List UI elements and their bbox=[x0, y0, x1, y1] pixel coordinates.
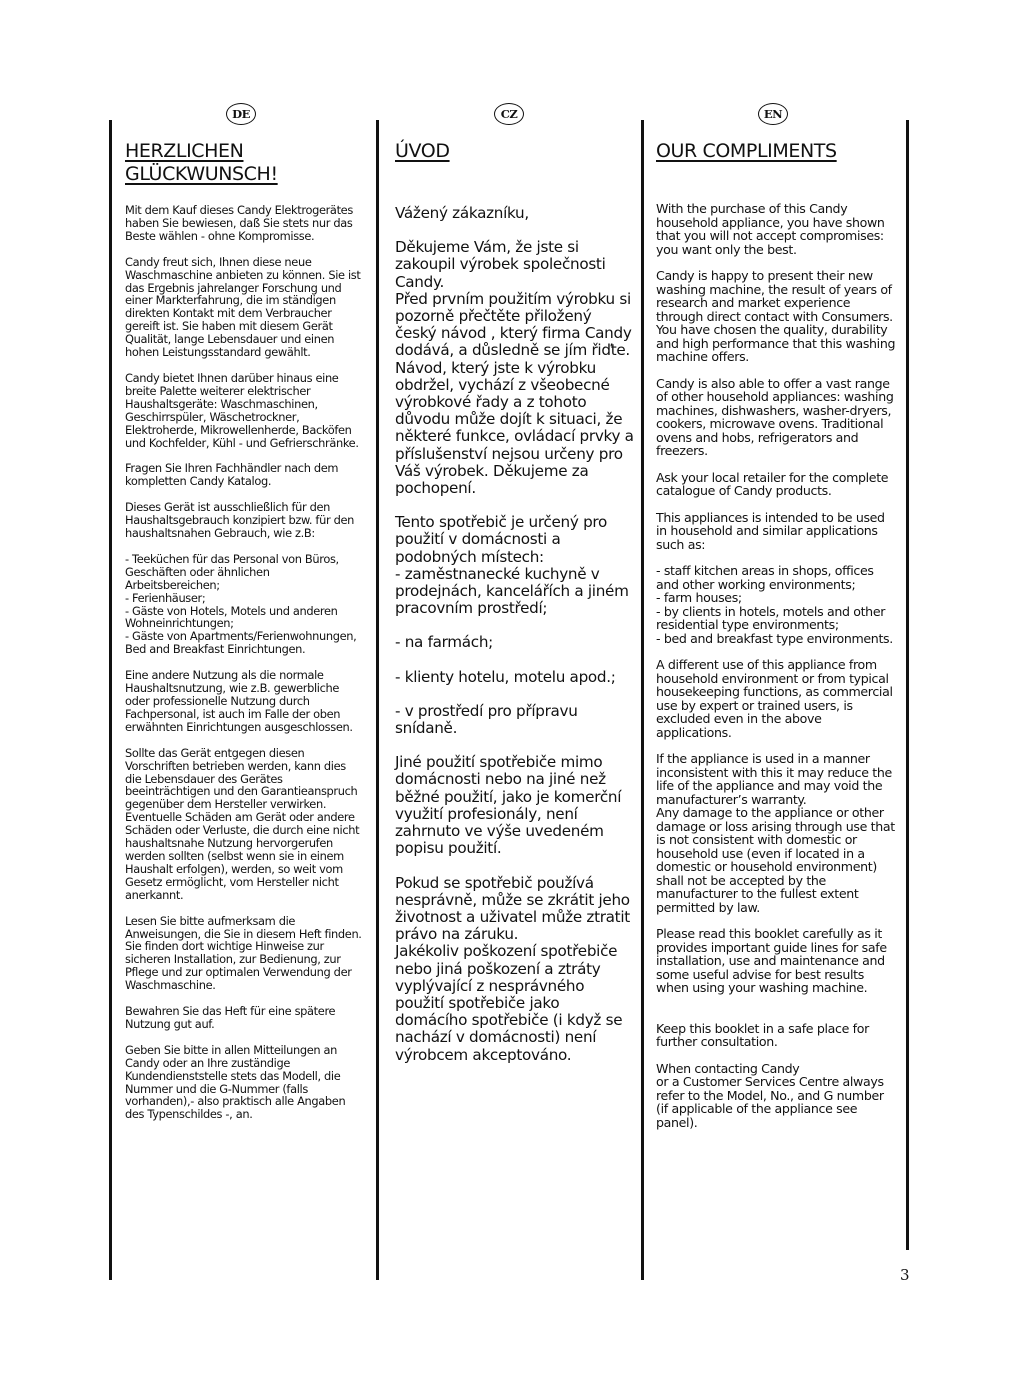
german-body bbox=[125, 204, 365, 1121]
column-rule-en bbox=[641, 120, 644, 1280]
german-title: HERZLICHEN GLÜCKWUNSCH! bbox=[125, 140, 278, 185]
english-paragraph: This appliances is intended to be used in household and similar applications such as: bbox=[656, 509, 885, 552]
language-badge-en: EN bbox=[758, 103, 788, 125]
english-paragraph: Please read this booklet carefully as it provides important guide lines for safe installation, use and maintenance and some useful advise for best results when using your washing machine. bbox=[656, 926, 887, 995]
page-number: 3 bbox=[900, 1266, 910, 1284]
czech-title: ÚVOD bbox=[395, 140, 450, 162]
english-paragraph: With the purchase of this Candy household appliance, you have shown that you will not accept compromises: you want only the best. bbox=[656, 201, 885, 257]
english-paragraph: If the appliance is used in a manner inconsistent with this it may reduce the life of the appliance and may void the manufacturer’s warranty. Any damage to the appliance or other damage or loss arising through use that is not consistent with domestic or household use (even if located in a domestic or household environment) shall not be accepted by the manufacturer to the fullest extent permitted by law. bbox=[656, 751, 895, 915]
german-paragraph: Candy bietet Ihnen darüber hinaus eine breite Palette weiterer elektrischer Haushaltsgeräte: Waschmaschinen, Geschirrspüler, Wäschetrockner, Elektroherde, Mikrowellenherde, Backöfen und Kochfelder, Kühl - und Gefrierschränke. bbox=[125, 370, 359, 450]
column-rule-right bbox=[906, 120, 909, 1250]
german-paragraph: Geben Sie bitte in allen Mitteilungen an Candy oder an Ihre zuständige Kundendienststelle stets das Modell, die Nummer und die G-Nummer (falls vorhanden),- also praktisch alle Angaben des Typenschildes -, an. bbox=[125, 1042, 346, 1122]
column-english bbox=[656, 140, 896, 1142]
czech-paragraph: Vážený zákazníku, bbox=[395, 204, 529, 222]
column-czech bbox=[395, 140, 635, 1081]
czech-paragraph: - na farmách; bbox=[395, 633, 493, 652]
german-paragraph: Candy freut sich, Ihnen diese neue Waschmaschine anbieten zu können. Sie ist das Ergebnis jahrelanger Forschung und einer Markterfahrung, die im ständigen direkten Kontakt mit dem Verbraucher gereift ist. Sie haben mit diesem Gerät Qualität, lange Lebensdauer und einen hohen Leistungsstandard gewählt. bbox=[125, 254, 361, 360]
german-paragraph: Fragen Sie Ihren Fachhändler nach dem kompletten Candy Katalog. bbox=[125, 461, 339, 489]
english-paragraph: A different use of this appliance from household environment or from typical housekeeping functions, as commercial use by expert or trained users, is excluded even in the above applications. bbox=[656, 657, 893, 740]
czech-body bbox=[395, 205, 635, 1064]
czech-paragraph: Jiné použití spotřebiče mimo domácnosti nebo na jiné než běžné použití, jako je komerční využití profesionály, není zahrnuto ve výše uvedeném popisu použití. bbox=[395, 753, 622, 858]
english-paragraph: Keep this booklet in a safe place for further consultation. bbox=[656, 1020, 869, 1049]
czech-paragraph: Pokud se spotřebič používá nesprávně, může se zkrátit jeho životnost a uživatel může ztratit právo na záruku. Jakékoliv poškození spotřebiče nebo jiná poškození a ztráty vyplývající z nesprávného použití spotřebiče jako domácího spotřebiče (i když se nachází v domácnosti) není výrobcem akceptováno. bbox=[395, 873, 630, 1064]
german-paragraph: Eine andere Nutzung als die normale Haushaltsnutzung, wie z.B. gewerbliche oder professionelle Nutzung durch Fachpersonal, ist auch im Falle der oben erwähnten Einrichtungen ausgeschlossen. bbox=[125, 668, 353, 734]
german-paragraph: Sollte das Gerät entgegen diesen Vorschriften betrieben werden, kann dies die Lebensdauer des Gerätes beeinträchtigen und den Garantieanspruch gegenüber dem Hersteller verwirken. Eventuelle Schäden am Gerät oder andere Schäden oder Verluste, die durch eine nicht haushaltsnahe Nutzung hervorgerufen werden sollten (selbst wenn sie in einem Haushalt erfolgen), werden, so weit vom Gesetz ermöglicht, vom Hersteller nicht anerkannt. bbox=[125, 745, 360, 902]
language-badge-cz: CZ bbox=[494, 103, 524, 125]
language-badge-de: DE bbox=[226, 103, 256, 125]
column-rule-cz bbox=[376, 120, 379, 1280]
english-body bbox=[656, 202, 896, 1129]
czech-paragraph: - v prostředí pro přípravu snídaně. bbox=[395, 701, 578, 738]
german-paragraph: Lesen Sie bitte aufmerksam die Anweisungen, die Sie in diesem Heft finden. Sie finden dort wichtige Hinweise zur sicheren Installation, zur Bedienung, zur Pflege und zur optimalen Verwendung der Waschmaschine. bbox=[125, 913, 362, 993]
german-paragraph: Dieses Gerät ist ausschließlich für den Haushaltsgebrauch konzipiert bzw. für den haushaltsnahen Gebrauch, wie z.B: bbox=[125, 500, 354, 541]
german-paragraph: Mit dem Kauf dieses Candy Elektrogerätes haben Sie bewiesen, daß Sie stets nur das Beste wählen - ohne Kompromisse. bbox=[125, 203, 353, 243]
column-german bbox=[125, 140, 365, 1134]
english-paragraph: Candy is also able to offer a vast range of other household appliances: washing machines, dishwashers, washer-dryers, cookers, microwave ovens. Traditional ovens and hobs, refrigerators and freezers. bbox=[656, 375, 894, 458]
english-paragraph: When contacting Candy or a Customer Services Centre always refer to the Model, No., and G number (if applicable of the appliance see panel). bbox=[656, 1060, 884, 1130]
german-paragraph: Bewahren Sie das Heft für eine spätere Nutzung gut auf. bbox=[125, 1004, 336, 1031]
czech-paragraph: Tento spotřebič je určený pro použití v domácnosti a podobných místech: - zaměstnanecké kuchyně v prodejnách, kancelářích a jiném pracovním prostředí; bbox=[395, 513, 629, 618]
german-paragraph: - Teeküchen für das Personal von Büros, Geschäften oder ähnlichen Arbeitsbereichen; - Ferienhäuser; - Gäste von Hotels, Motels und anderen Wohneinrichtungen; - Gäste von Apartments/Ferienwohnungen, Bed and Breakfast Einrichtungen. bbox=[125, 551, 357, 657]
english-title: OUR COMPLIMENTS bbox=[656, 140, 837, 162]
czech-paragraph: - klienty hotelu, motelu apod.; bbox=[395, 667, 616, 686]
english-paragraph: Ask your local retailer for the complete catalogue of Candy products. bbox=[656, 469, 889, 498]
czech-paragraph: Děkujeme Vám, že jste si zakoupil výrobek společnosti Candy. Před prvním použitím výrobku si pozorně přečtěte přiložený český návod , který firma Candy dodává, a důsledně se jím řiďte. Návod, který jste k výrobku obdržel, vychází z všeobecné výrobkové řady a z tohoto důvodu může dojít k situaci, že některé funkce, ovládací prvky a příslušenství nejsou určeny pro Váš výrobek. Děkujeme za pochopení. bbox=[395, 238, 634, 498]
english-paragraph: Candy is happy to present their new washing machine, the result of years of research and market experience through direct contact with Consumers. You have chosen the quality, durability and high performance that this washing machine offers. bbox=[656, 268, 896, 364]
column-rule-de bbox=[109, 120, 112, 1280]
english-paragraph: - staff kitchen areas in shops, offices and other working environments; - farm houses; - by clients in hotels, motels and other residential type environments; - bed and breakfast type environments. bbox=[656, 563, 893, 646]
